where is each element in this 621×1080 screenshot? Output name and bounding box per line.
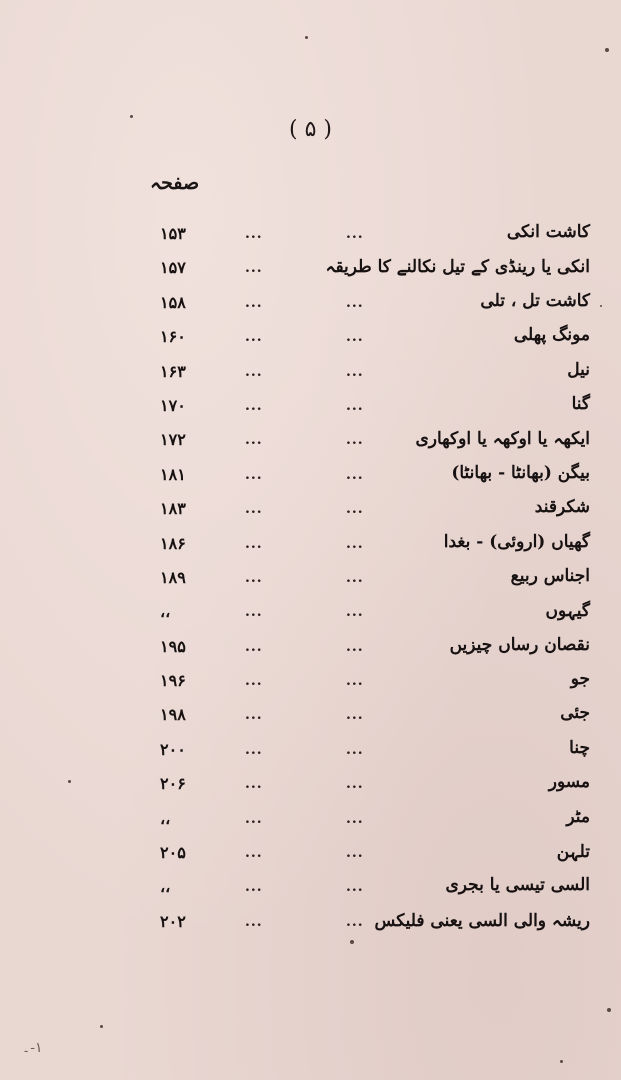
toc-entry [150, 873, 590, 907]
toc-leader-dots: ... [245, 673, 263, 690]
toc-leader-dots: ... [245, 363, 263, 380]
toc-entry-page: ۱۸۳ [160, 499, 186, 519]
toc-leader-dots: ... [245, 294, 263, 311]
toc-leader-dots: ... [245, 397, 263, 414]
toc-entry-title: نقصان رساں چیزیں [449, 634, 590, 655]
toc-entry-page: ۱۹۶ [160, 671, 186, 691]
paper-speck [605, 48, 609, 52]
toc-entry-title: گنا [571, 393, 590, 414]
toc-entry-title: اجناس ربیع [510, 565, 590, 586]
toc-entry-title: تلہن [556, 842, 590, 863]
toc-entry-page: ۱۵۸ [160, 292, 186, 312]
toc-entry-title: ریشہ والی السی یعنی فلیکس [374, 910, 590, 931]
toc-entry-page: ،، [160, 602, 171, 622]
toc-leader-dots: ... [245, 501, 263, 518]
toc-entry-page: ۱۸۹ [160, 567, 186, 587]
toc-entry-title: کاشت انکی [506, 222, 590, 242]
toc-entry [150, 770, 590, 804]
paper-speck [607, 1008, 611, 1012]
toc-leader-dots: ... [245, 638, 263, 655]
toc-leader-dots: ... [346, 466, 364, 483]
toc-leader-dots: ... [346, 604, 364, 621]
toc-entry-title: ایکھہ یا اوکھہ یا اوکھاری [415, 429, 590, 450]
toc-leader-dots: ... [245, 226, 263, 242]
toc-leader-dots: ... [245, 879, 263, 896]
paper-speck [305, 36, 308, 39]
toc-entry-page: ،، [160, 808, 171, 828]
toc-entry-page: ۱۸۱ [160, 464, 186, 484]
toc-leader-dots: ... [346, 501, 364, 518]
toc-entry-page: ۱۷۰ [160, 395, 186, 415]
toc-leader-dots: ... [346, 363, 364, 380]
toc-entry-title: السی تیسی یا بجری [445, 875, 590, 896]
toc-leader-dots: ... [346, 329, 364, 346]
toc-entry-title: مٹر [566, 806, 590, 827]
paper-speck [350, 940, 354, 944]
toc-entry-title: مسور [548, 772, 590, 793]
toc-leader-dots: ... [245, 913, 263, 930]
toc-leader-dots: ... [245, 776, 263, 793]
toc-leader-dots: ... [346, 845, 364, 862]
toc-entry [150, 736, 590, 770]
toc-entry [150, 598, 590, 632]
toc-leader-dots: ... [346, 673, 364, 690]
toc-leader-dots: ... [245, 741, 263, 758]
toc-entry-page: ،، [160, 877, 171, 897]
toc-entry-title: بیگن (بھانٹا - بھانٹا) [451, 462, 590, 483]
toc-entry [150, 805, 590, 839]
table-of-contents [150, 220, 590, 942]
toc-entry-title: چنا [569, 737, 590, 758]
toc-entry-page: ۱۸۶ [160, 533, 186, 553]
toc-entry-title: کاشت تل ، تلی [480, 290, 590, 311]
toc-leader-dots: ... [245, 604, 263, 621]
toc-entry-title: شکرقند [534, 497, 590, 518]
page-number: ( ۵ ) [289, 117, 332, 142]
toc-entry [150, 289, 590, 323]
toc-entry [150, 495, 590, 529]
toc-entry-page: ۲۰۶ [160, 774, 186, 794]
toc-leader-dots: ... [245, 432, 263, 449]
toc-leader-dots: ... [346, 432, 364, 449]
paper-speck [68, 780, 71, 783]
toc-entry [150, 667, 590, 701]
toc-entry-title: مونگ پھلی [513, 325, 590, 346]
paper-speck [560, 1060, 563, 1063]
toc-leader-dots: ... [346, 741, 364, 758]
toc-leader-dots: ... [346, 776, 364, 793]
toc-entry [150, 426, 590, 460]
toc-leader-dots: ... [346, 638, 364, 655]
toc-entry-page: ۱۹۸ [160, 705, 186, 725]
toc-leader-dots: ... [346, 913, 364, 930]
toc-entry [150, 701, 590, 735]
paper-speck [130, 115, 133, 118]
page-column-header: صفحہ [150, 172, 200, 194]
toc-leader-dots: ... [245, 569, 263, 586]
toc-entry-title: گھیاں (اروئی) - بغدا [443, 531, 590, 552]
toc-entry-page: ۲۰۲ [160, 911, 186, 931]
toc-entry-page: ۱۹۵ [160, 636, 186, 656]
toc-entry [150, 839, 590, 873]
toc-leader-dots: ... [245, 260, 263, 277]
toc-leader-dots: ... [346, 569, 364, 586]
toc-leader-dots: ... [346, 535, 364, 552]
toc-entry-page: ۱۵۳ [160, 224, 186, 243]
paper-speck [600, 305, 602, 307]
toc-entry [150, 633, 590, 667]
toc-entry [150, 564, 590, 598]
toc-leader-dots: ... [346, 879, 364, 896]
toc-leader-dots: ... [346, 810, 364, 827]
toc-entry-page: ۱۵۷ [160, 258, 186, 278]
toc-entry-title: انکی یا رینڈی کے تیل نکالنے کا طریقہ [325, 257, 590, 278]
toc-entry [150, 908, 590, 942]
toc-entry [150, 220, 590, 254]
toc-entry [150, 530, 590, 564]
toc-leader-dots: ... [346, 294, 364, 311]
toc-entry-page: ۱۶۰ [160, 327, 186, 347]
toc-entry [150, 358, 590, 392]
toc-leader-dots: ... [245, 810, 263, 827]
paper-speck [100, 1025, 103, 1028]
toc-leader-dots: ... [346, 397, 364, 414]
toc-leader-dots: ... [245, 535, 263, 552]
toc-entry-title: نیل [567, 359, 590, 380]
toc-leader-dots: ... [346, 707, 364, 724]
toc-entry-title: جو [570, 669, 590, 690]
toc-entry-page: ۲۰۰ [160, 739, 186, 759]
toc-entry [150, 392, 590, 426]
toc-entry-title: جئی [560, 703, 590, 724]
toc-entry-title: گیہوں [545, 601, 590, 622]
toc-leader-dots: ... [346, 226, 364, 242]
corner-mark: ۱-۔ [22, 1040, 43, 1056]
toc-entry [150, 461, 590, 495]
toc-leader-dots: ... [245, 466, 263, 483]
toc-entry-page: ۲۰۵ [160, 843, 186, 863]
toc-entry-page: ۱۶۳ [160, 361, 186, 381]
toc-leader-dots: ... [245, 329, 263, 346]
toc-leader-dots: ... [245, 707, 263, 724]
toc-leader-dots: ... [245, 845, 263, 862]
toc-entry [150, 254, 590, 288]
toc-entry-page: ۱۷۲ [160, 430, 186, 450]
toc-entry [150, 323, 590, 357]
